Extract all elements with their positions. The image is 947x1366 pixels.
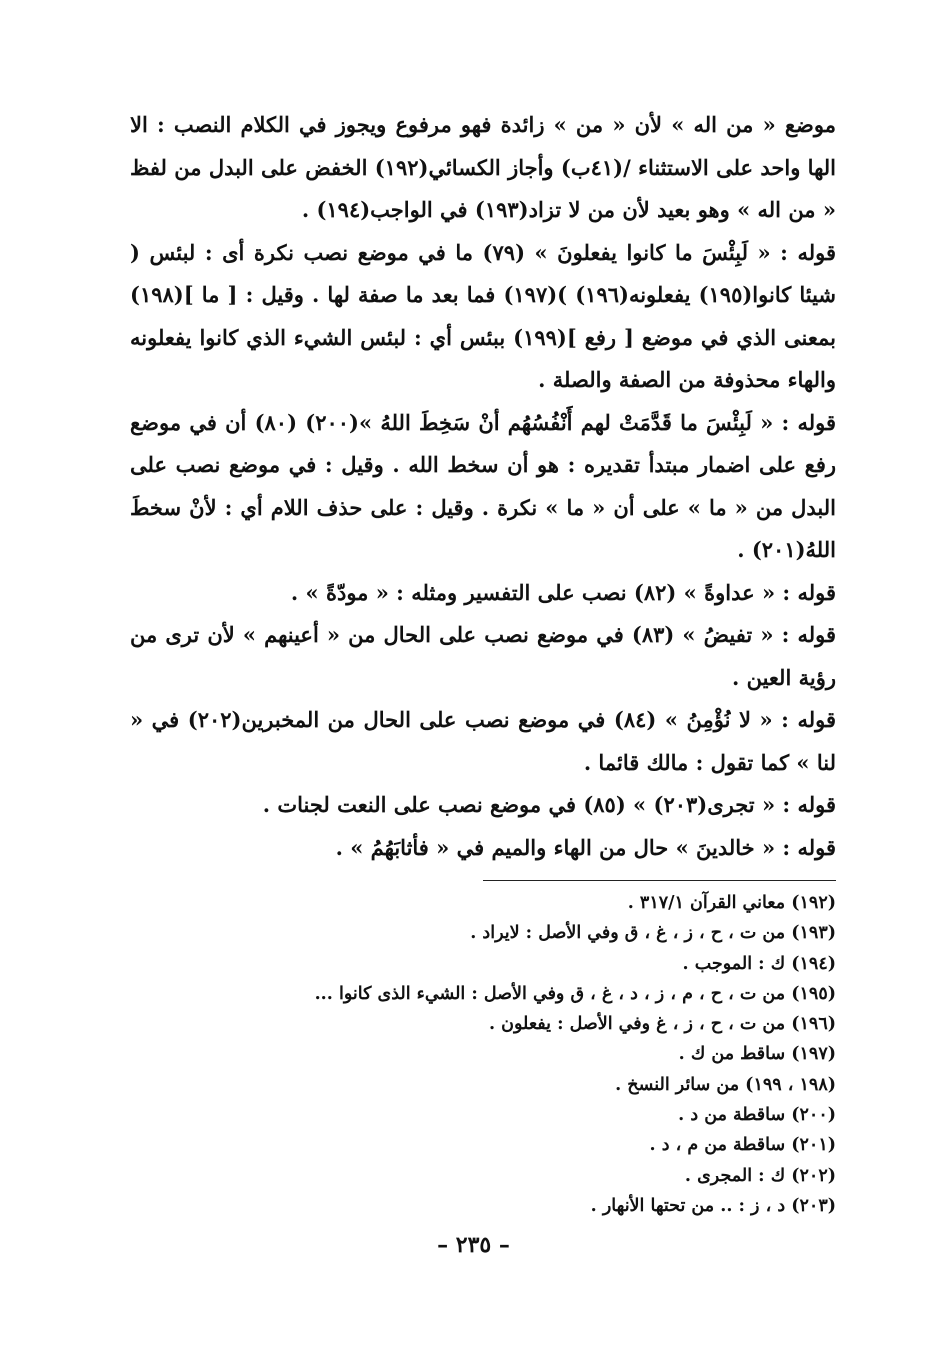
paragraph: قوله : « تفيضُ » (٨٣) في موضع نصب على الحال من « أعينهم » لأن ترى من رؤية العين .	[130, 622, 836, 690]
footnote: (٢٠٣) د ، ز : .. من تحتها الأنهار .	[590, 1195, 836, 1216]
main-text	[130, 104, 836, 869]
footnote: (٢٠٢) ك : المجرى .	[684, 1165, 836, 1186]
footnote: (١٩٥) من ت ، ح ، م ، ز ، د ، غ ، ق وفي الأصل : الشيء الذى كانوا ...	[314, 983, 836, 1004]
paragraph: قوله : « لا نُؤْمِنُ » (٨٤) في موضع نصب على الحال من المخبرين(٢٠٢) في « لنا » كما تقول : مالك قائما .	[130, 707, 836, 775]
footnote: (١٩٤) ك : الموجب .	[682, 953, 836, 974]
footnote-divider	[483, 880, 836, 881]
page-number: – ٢٣٥ –	[437, 1232, 510, 1258]
footnote: (١٩٣) من ت ، ح ، ز ، غ ، ق وفي الأصل : لايراد .	[470, 923, 836, 944]
footnote: (١٩٢) معاني القرآن ٣١٧/١ .	[627, 893, 836, 913]
paragraph: قوله : « تجرى(٢٠٣) » (٨٥) في موضع نصب على النعت لجنات .	[262, 792, 836, 817]
paragraph: موضع « من اله » لأن « من » زائدة فهو مرفوع ويجوز في الكلام النصب : الا الها واحد على الاستثناء /(٤١ب) وأجاز الكسائي(١٩٢) الخفض على البدل من لفظ « من اله » وهو بعيد لأن من لا تزاد(١٩٣) في الواجب(١٩٤) .	[130, 112, 836, 222]
paragraph: قوله : « خالدينَ » حال من الهاء والميم في « فأثابَهُمُ » .	[335, 834, 836, 860]
footnote: (١٩٨ ، ١٩٩) من سائر النسخ .	[615, 1074, 836, 1095]
footnote: (١٩٧) ساقط من ك .	[678, 1044, 836, 1065]
paragraph: قوله : « لَبِئْسَ ما كانوا يفعلونَ » (٧٩) ما في موضع نصب نكرة أى : لبئس ( شيئا كانوا(١٩٥) يفعلونه(١٩٦) )(١٩٧) فما بعد ما صفة لها . وقيل : [ ما ](١٩٨) بمعنى الذي في موضع [ رفع ](١٩٩) ببئس أي : لبئس الشيء الذي كانوا يفعلونه والهاء محذوفة من الصفة والصلة .	[130, 239, 837, 392]
footnote: (٢٠٠) ساقطة من د .	[678, 1105, 836, 1126]
footnote: (١٩٦) من ت ، ح ، ز ، غ وفي الأصل : يفعلون .	[488, 1014, 836, 1035]
paragraph: قوله : « عداوةً » (٨٢) نصب على التفسير ومثله : « مودّةً » .	[290, 579, 836, 605]
paragraph: قوله : « لَبِئْسَ ما قَدَّمَتْ لهم أَنْفُسُهُم أنْ سَخِطَ اللهُ »(٢٠٠) (٨٠) أن في موضع رفع على اضمار مبتدأ تقديره : هو أن سخط الله . وقيل : في موضع نصب على البدل من « ما » على أن « ما » نكرة . وقيل : على حذف اللام أي : لأنْ سخطَ اللهُ(٢٠١) .	[130, 409, 836, 562]
footnote: (٢٠١) ساقطة من م ، د .	[649, 1135, 836, 1156]
footnotes	[130, 888, 836, 1221]
